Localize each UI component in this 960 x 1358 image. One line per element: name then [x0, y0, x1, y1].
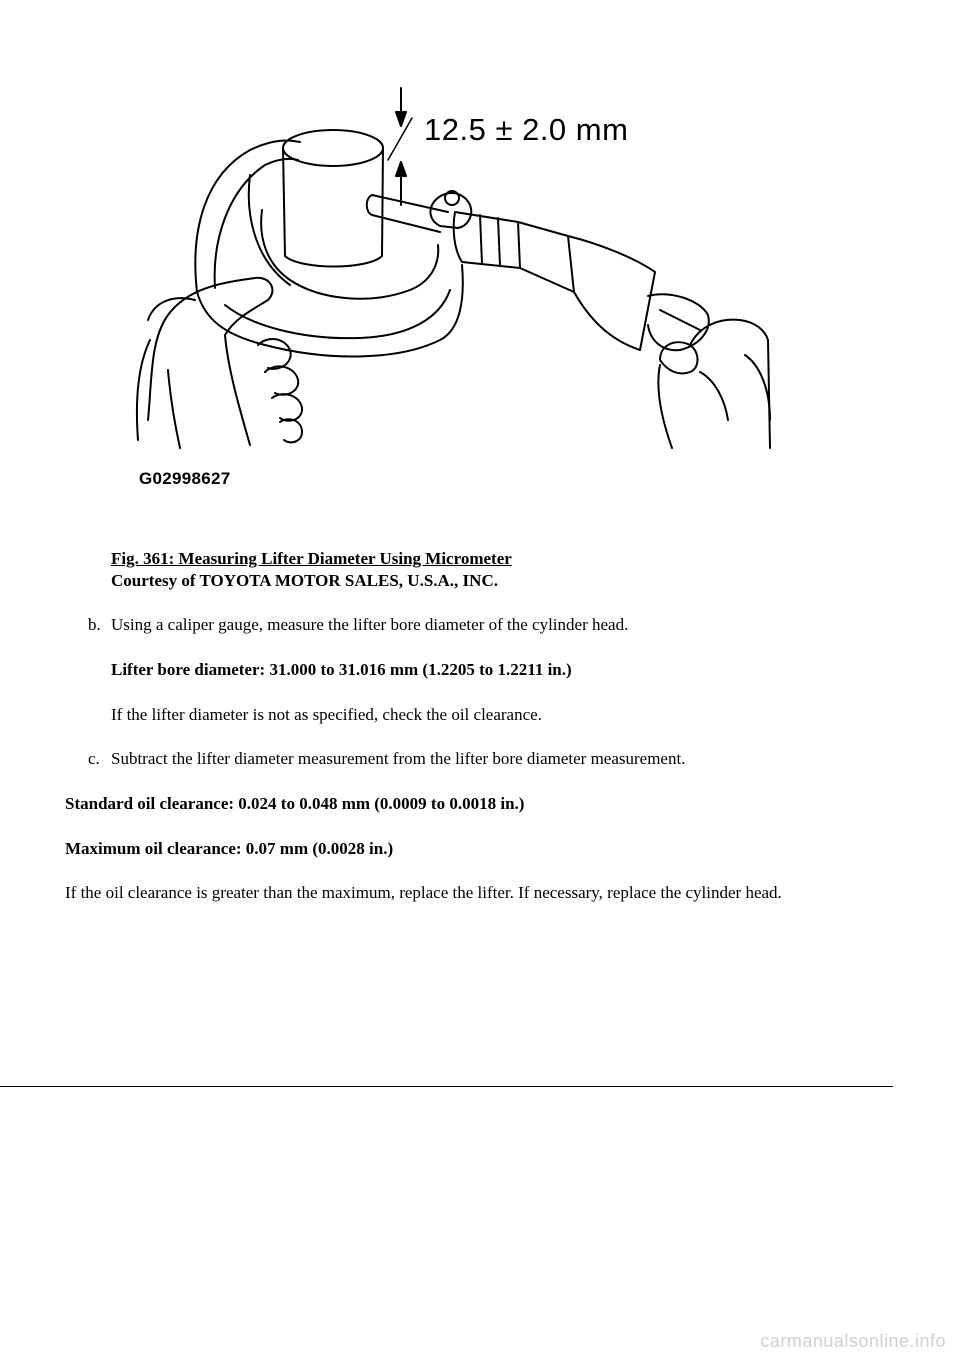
step-b-text: Using a caliper gauge, measure the lifter bore diameter of the cylinder head.	[111, 615, 629, 634]
lifter-bore-spec: Lifter bore diameter: 31.000 to 31.016 mm (1.2205 to 1.2211 in.)	[111, 660, 572, 679]
step-c-text: Subtract the lifter diameter measurement from the lifter bore diameter measurement.	[111, 749, 686, 768]
step-b-marker: b.	[88, 615, 101, 634]
step-b-note: If the lifter diameter is not as specified, check the oil clearance.	[111, 705, 542, 724]
dimension-arrows	[388, 88, 412, 205]
micrometer-frame	[195, 140, 462, 356]
figure-id: G02998627	[139, 469, 231, 488]
page-divider	[0, 1086, 893, 1087]
figure-courtesy: Courtesy of TOYOTA MOTOR SALES, U.S.A., INC.	[111, 571, 498, 590]
micrometer-thimble	[454, 212, 655, 350]
right-hand	[658, 320, 770, 448]
conclusion-text: If the oil clearance is greater than the maximum, replace the lifter. If necessary, replace the cylinder head.	[65, 883, 782, 902]
watermark: carmanualsonline.info	[760, 1331, 946, 1351]
dimension-label: 12.5 ± 2.0 mm	[424, 112, 629, 147]
maximum-oil-clearance: Maximum oil clearance: 0.07 mm (0.0028 in.)	[65, 839, 394, 858]
standard-oil-clearance: Standard oil clearance: 0.024 to 0.048 mm (0.0009 to 0.0018 in.)	[65, 794, 525, 813]
step-c-marker: c.	[88, 749, 100, 768]
figure-caption: Fig. 361: Measuring Lifter Diameter Using Micrometer	[111, 549, 512, 568]
left-hand	[137, 278, 302, 448]
